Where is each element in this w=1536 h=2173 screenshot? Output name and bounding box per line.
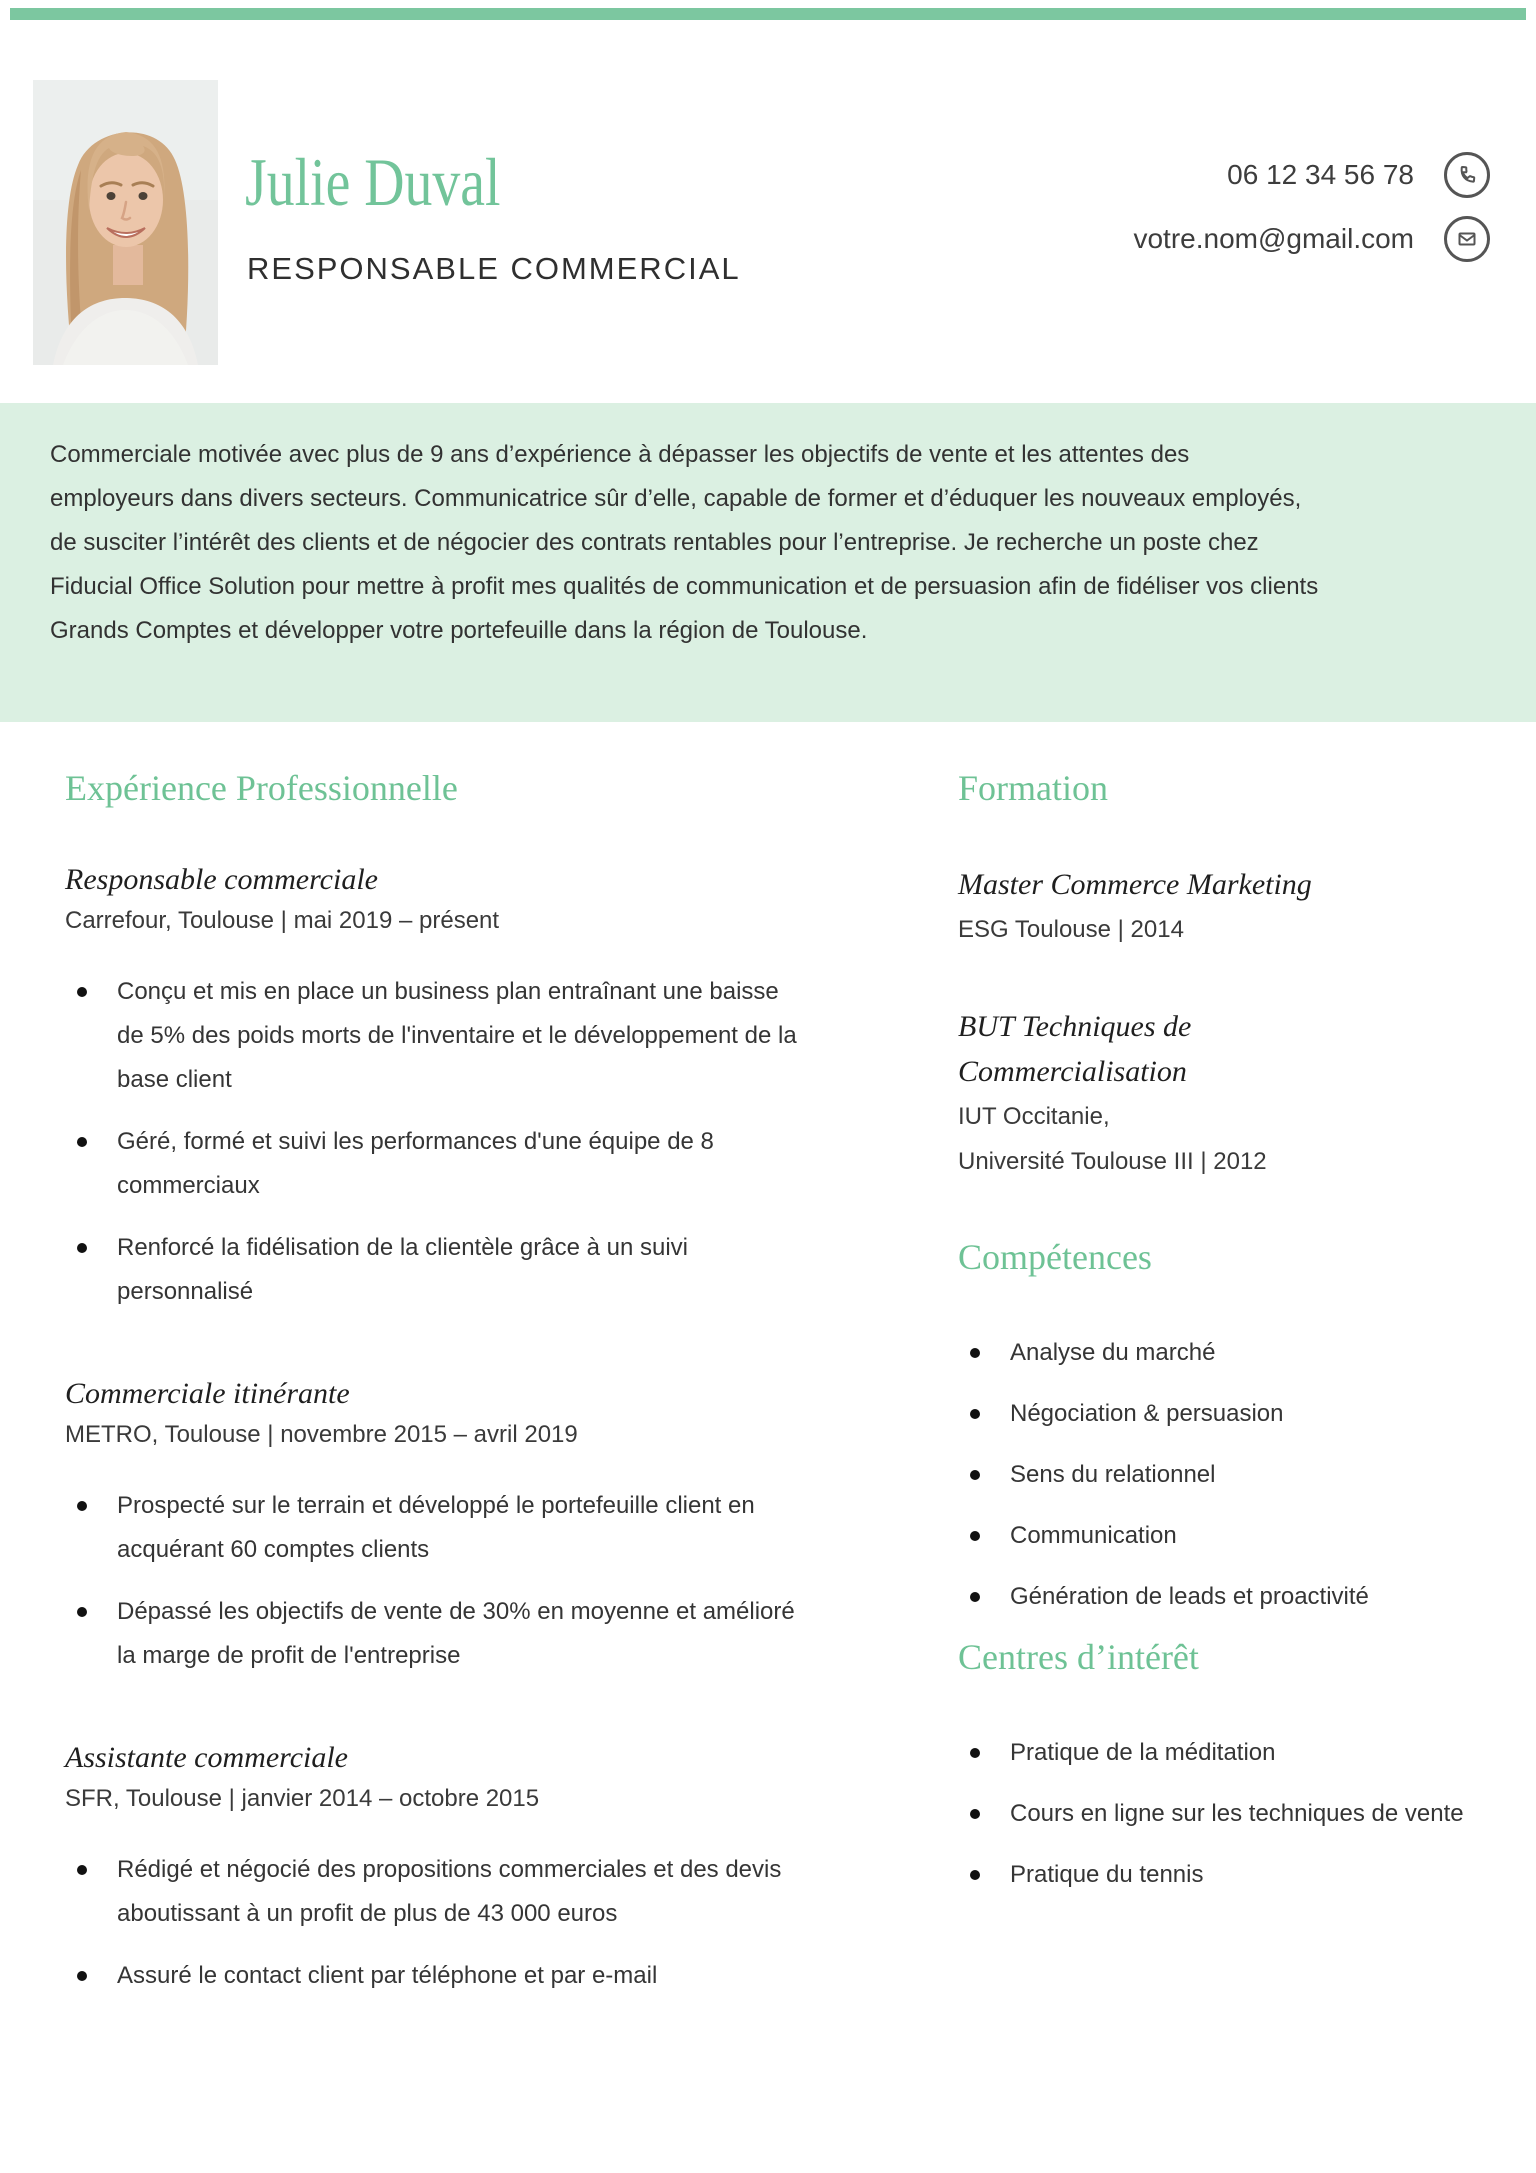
- job-bullet: Géré, formé et suivi les performances d'une équipe de 8 commerciaux: [65, 1120, 807, 1208]
- skills-list: [958, 1331, 1498, 1619]
- job-entry: [65, 1376, 915, 1678]
- job-entry: [65, 1740, 915, 1998]
- interests-heading: Centres d’intérêt: [958, 1637, 1199, 1677]
- interest-item: Pratique de la méditation: [958, 1731, 1498, 1775]
- mail-icon: [1444, 216, 1490, 262]
- candidate-job-title: RESPONSABLE COMMERCIAL: [247, 251, 741, 286]
- education-detail: IUT Occitanie,: [958, 1103, 1110, 1130]
- education-detail: ESG Toulouse | 2014: [958, 916, 1184, 943]
- job-bullet-list: [65, 1484, 915, 1678]
- job-bullet: Assuré le contact client par téléphone et par e-mail: [65, 1954, 807, 1998]
- job-bullet: Conçu et mis en place un business plan entraînant une baisse de 5% des poids morts de l'inventaire et le développement de la base client: [65, 970, 807, 1102]
- experience-section: [65, 767, 915, 2016]
- phone-icon: [1444, 152, 1490, 198]
- portrait-illustration: [33, 80, 218, 365]
- profile-summary-box: [0, 403, 1536, 722]
- education-heading: Formation: [958, 768, 1108, 808]
- email-address: votre.nom@gmail.com: [1133, 223, 1414, 254]
- skill-item: Analyse du marché: [958, 1331, 1498, 1375]
- phone-number: 06 12 34 56 78: [1227, 159, 1414, 190]
- job-bullet: Renforcé la fidélisation de la clientèle grâce à un suivi personnalisé: [65, 1226, 807, 1314]
- job-bullet: Prospecté sur le terrain et développé le portefeuille client en acquérant 60 comptes clients: [65, 1484, 807, 1572]
- education-detail: Université Toulouse III | 2012: [958, 1148, 1267, 1175]
- education-title: Master Commerce Marketing: [958, 868, 1312, 901]
- interest-item: Pratique du tennis: [958, 1853, 1498, 1897]
- right-column: [958, 767, 1498, 1914]
- job-bullet-list: [65, 1848, 915, 1998]
- job-meta: Carrefour, Toulouse | mai 2019 – présent: [65, 907, 500, 934]
- skills-heading: Compétences: [958, 1237, 1152, 1277]
- skill-item: Génération de leads et proactivité: [958, 1575, 1498, 1619]
- top-accent-bar: [10, 8, 1526, 20]
- skill-item: Communication: [958, 1514, 1498, 1558]
- job-meta: SFR, Toulouse | janvier 2014 – octobre 2015: [65, 1785, 540, 1812]
- job-bullet-list: [65, 970, 915, 1314]
- education-title: BUT Techniques de Commercialisation: [958, 1010, 1192, 1088]
- email-row: [1133, 216, 1490, 262]
- skill-item: Négociation & persuasion: [958, 1392, 1498, 1436]
- job-meta: METRO, Toulouse | novembre 2015 – avril 2019: [65, 1421, 578, 1448]
- profile-photo: [33, 80, 218, 365]
- education-entry: [958, 862, 1498, 952]
- interests-list: [958, 1731, 1498, 1897]
- job-title: Assistante commerciale: [65, 1741, 348, 1774]
- education-entry: [958, 1004, 1498, 1184]
- profile-summary-text: Commerciale motivée avec plus de 9 ans d’expérience à dépasser les objectifs de vente et les attentes des employeurs dans divers secteurs. Communicatrice sûr d’elle, capable de former et d’éduquer les nouveaux employés, de susciter l’intérêt des clients et de négocier des contrats rentables pour l’entreprise. Je recherche un poste chez Fiducial Office Solution pour mettre à profit mes qualités de communication et de persuasion afin de fidéliser vos clients Grands Comptes et développer votre portefeuille dans la région de Toulouse.: [50, 441, 1319, 644]
- job-title: Commerciale itinérante: [65, 1377, 350, 1410]
- skill-item: Sens du relationnel: [958, 1453, 1498, 1497]
- interest-item: Cours en ligne sur les techniques de vente: [958, 1792, 1498, 1836]
- experience-heading: Expérience Professionnelle: [65, 768, 458, 808]
- phone-row: [1227, 152, 1490, 198]
- job-bullet: Dépassé les objectifs de vente de 30% en moyenne et amélioré la marge de profit de l'entreprise: [65, 1590, 807, 1678]
- job-title: Responsable commerciale: [65, 863, 378, 896]
- job-entry: [65, 862, 915, 1314]
- candidate-name: Julie Duval: [245, 144, 501, 220]
- job-bullet: Rédigé et négocié des propositions commerciales et des devis aboutissant à un profit de plus de 43 000 euros: [65, 1848, 807, 1936]
- contact-block: [1133, 152, 1490, 262]
